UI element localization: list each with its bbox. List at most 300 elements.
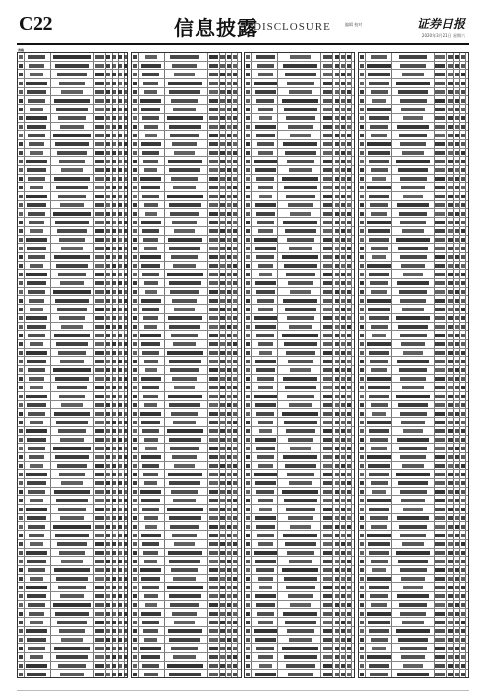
table-cell xyxy=(95,629,104,633)
table-cell xyxy=(371,290,387,294)
table-cell xyxy=(448,186,453,190)
table-cell xyxy=(143,238,158,242)
table-cell xyxy=(400,142,425,146)
table-cell xyxy=(255,325,275,329)
table-row xyxy=(359,62,469,71)
table-cell xyxy=(141,142,161,146)
table-cell xyxy=(227,395,231,399)
table-cell xyxy=(461,638,465,642)
table-cell xyxy=(112,490,116,494)
table-cell xyxy=(118,342,122,346)
table-cell xyxy=(403,195,423,199)
table-cell xyxy=(173,342,196,346)
table-cell xyxy=(323,534,332,538)
table-cell xyxy=(133,481,137,485)
table-cell xyxy=(143,160,158,164)
table-cell xyxy=(461,351,465,355)
table-cell xyxy=(227,551,231,555)
table-cell xyxy=(367,421,390,425)
table-row xyxy=(132,618,242,627)
table-cell xyxy=(403,508,423,512)
table-cell xyxy=(341,594,345,598)
table-cell xyxy=(19,73,23,77)
table-cell xyxy=(112,116,116,120)
table-cell xyxy=(341,647,345,651)
table-cell xyxy=(360,55,364,59)
table-cell xyxy=(106,238,110,242)
table-cell xyxy=(118,464,122,468)
table-cell xyxy=(19,429,23,433)
table-cell xyxy=(254,82,277,86)
table-cell xyxy=(455,73,459,77)
table-row xyxy=(132,349,242,358)
table-cell xyxy=(401,186,424,190)
table-row xyxy=(132,436,242,445)
table-cell xyxy=(246,151,250,155)
table-cell xyxy=(19,264,23,268)
table-cell xyxy=(233,429,237,433)
table-cell xyxy=(360,621,364,625)
table-cell xyxy=(60,203,84,207)
table-cell xyxy=(133,621,137,625)
table-cell xyxy=(255,403,275,407)
table-cell xyxy=(95,655,104,659)
table-cell xyxy=(341,238,345,242)
table-cell xyxy=(95,342,104,346)
table-cell xyxy=(30,229,43,233)
table-cell xyxy=(112,360,116,364)
table-cell xyxy=(220,412,225,416)
table-cell xyxy=(141,108,160,112)
table-cell xyxy=(124,664,128,668)
table-cell xyxy=(461,247,465,251)
table-cell xyxy=(118,395,122,399)
table-cell xyxy=(227,255,231,259)
table-column-1 xyxy=(17,52,128,678)
table-cell xyxy=(335,99,339,103)
table-cell xyxy=(30,621,43,625)
table-cell xyxy=(399,55,428,59)
table-cell xyxy=(323,621,332,625)
table-cell xyxy=(112,299,116,303)
table-cell xyxy=(258,229,272,233)
table-cell xyxy=(170,290,199,294)
table-cell xyxy=(233,90,237,94)
table-cell xyxy=(19,82,23,86)
table-row xyxy=(18,140,128,149)
table-cell xyxy=(335,647,339,651)
table-row xyxy=(132,279,242,288)
table-cell xyxy=(19,664,23,668)
table-cell xyxy=(171,177,198,181)
table-cell xyxy=(323,90,332,94)
table-cell xyxy=(233,299,237,303)
table-cell xyxy=(209,525,218,529)
table-cell xyxy=(227,116,231,120)
table-cell xyxy=(397,438,429,442)
table-cell xyxy=(133,186,137,190)
table-row xyxy=(245,462,355,471)
table-cell xyxy=(27,594,47,598)
table-cell xyxy=(399,134,428,138)
table-cell xyxy=(220,586,225,590)
table-row xyxy=(132,418,242,427)
table-cell xyxy=(19,655,23,659)
table-cell xyxy=(360,82,364,86)
table-cell xyxy=(323,490,332,494)
table-cell xyxy=(448,664,453,668)
table-cell xyxy=(133,516,137,520)
table-row xyxy=(359,514,469,523)
table-row xyxy=(132,653,242,662)
table-cell xyxy=(323,108,332,112)
table-cell xyxy=(118,499,122,503)
table-cell xyxy=(402,73,424,77)
table-cell xyxy=(347,229,351,233)
table-cell xyxy=(367,455,392,459)
table-cell xyxy=(106,334,110,338)
table-cell xyxy=(258,464,272,468)
table-cell xyxy=(209,334,218,338)
table-row xyxy=(245,201,355,210)
table-cell xyxy=(283,612,317,616)
table-row xyxy=(18,418,128,427)
table-row xyxy=(132,444,242,453)
table-cell xyxy=(347,568,351,572)
table-cell xyxy=(435,673,445,677)
table-cell xyxy=(370,360,388,364)
table-cell xyxy=(142,308,160,312)
table-cell xyxy=(19,273,23,277)
table-cell xyxy=(19,395,23,399)
table-cell xyxy=(370,594,388,598)
table-cell xyxy=(258,542,272,546)
table-cell xyxy=(341,508,345,512)
table-cell xyxy=(112,238,116,242)
table-row xyxy=(359,609,469,618)
table-cell xyxy=(167,429,203,433)
table-row xyxy=(132,62,242,71)
table-cell xyxy=(285,542,315,546)
table-cell xyxy=(54,177,90,181)
table-cell xyxy=(19,621,23,625)
table-cell xyxy=(258,655,274,659)
table-cell xyxy=(19,542,23,546)
table-row xyxy=(245,227,355,236)
table-cell xyxy=(118,438,122,442)
table-cell xyxy=(461,438,465,442)
table-row xyxy=(359,444,469,453)
table-cell xyxy=(220,438,225,442)
table-cell xyxy=(19,351,23,355)
table-cell xyxy=(227,186,231,190)
table-cell xyxy=(141,299,161,303)
table-cell xyxy=(435,594,445,598)
table-cell xyxy=(335,621,339,625)
table-cell xyxy=(323,212,332,216)
table-cell xyxy=(227,447,231,451)
table-cell xyxy=(323,229,332,233)
table-cell xyxy=(118,577,122,581)
table-cell xyxy=(220,195,225,199)
table-cell xyxy=(400,377,425,381)
table-cell xyxy=(255,594,277,598)
table-cell xyxy=(448,73,453,77)
table-row xyxy=(18,583,128,592)
table-cell xyxy=(461,308,465,312)
table-cell xyxy=(227,142,231,146)
table-cell xyxy=(112,125,116,129)
table-cell xyxy=(124,638,128,642)
table-cell xyxy=(133,221,137,225)
table-cell xyxy=(112,386,116,390)
table-cell xyxy=(220,168,225,172)
table-row xyxy=(18,183,128,192)
table-cell xyxy=(400,334,427,338)
table-cell xyxy=(209,377,218,381)
table-cell xyxy=(255,90,275,94)
table-cell xyxy=(246,90,250,94)
table-cell xyxy=(227,586,231,590)
table-cell xyxy=(170,447,199,451)
table-cell xyxy=(400,64,425,68)
table-row xyxy=(132,540,242,549)
table-cell xyxy=(19,499,23,503)
table-cell xyxy=(402,151,424,155)
table-cell xyxy=(118,560,122,564)
table-cell xyxy=(133,403,137,407)
table-row xyxy=(359,131,469,140)
table-cell xyxy=(341,577,345,581)
table-cell xyxy=(26,316,47,320)
table-cell xyxy=(209,621,218,625)
table-cell xyxy=(118,508,122,512)
table-cell xyxy=(53,134,91,138)
table-cell xyxy=(106,525,110,529)
table-cell xyxy=(347,560,351,564)
table-row xyxy=(359,557,469,566)
table-cell xyxy=(95,534,104,538)
table-cell xyxy=(284,655,316,659)
table-cell xyxy=(220,316,225,320)
table-cell xyxy=(246,568,250,572)
table-cell xyxy=(26,395,47,399)
table-cell xyxy=(323,673,332,677)
table-cell xyxy=(106,360,110,364)
table-cell xyxy=(145,525,157,529)
table-cell xyxy=(323,360,332,364)
table-row xyxy=(18,323,128,332)
table-row xyxy=(18,149,128,158)
table-cell xyxy=(112,142,116,146)
table-cell xyxy=(360,673,364,677)
table-cell xyxy=(246,134,250,138)
table-cell xyxy=(254,316,277,320)
table-cell xyxy=(341,386,345,390)
table-cell xyxy=(435,90,445,94)
table-cell xyxy=(144,594,158,598)
table-cell xyxy=(255,673,277,677)
table-cell xyxy=(95,281,104,285)
table-cell xyxy=(106,403,110,407)
table-cell xyxy=(400,299,425,303)
table-cell xyxy=(142,229,160,233)
table-cell xyxy=(246,281,250,285)
table-cell xyxy=(455,429,459,433)
table-cell xyxy=(233,386,237,390)
table-cell xyxy=(448,351,453,355)
table-cell xyxy=(209,647,218,651)
table-cell xyxy=(118,647,122,651)
table-cell xyxy=(106,255,110,259)
table-cell xyxy=(209,221,218,225)
table-cell xyxy=(118,621,122,625)
table-cell xyxy=(144,90,157,94)
table-cell xyxy=(106,490,110,494)
table-cell xyxy=(246,377,250,381)
table-cell xyxy=(118,377,122,381)
table-cell xyxy=(455,64,459,68)
table-cell xyxy=(95,638,104,642)
table-cell xyxy=(133,90,137,94)
table-cell xyxy=(118,516,122,520)
table-cell xyxy=(347,594,351,598)
table-cell xyxy=(461,447,465,451)
table-cell xyxy=(455,542,459,546)
table-cell xyxy=(367,534,392,538)
table-cell xyxy=(220,273,225,277)
table-cell xyxy=(233,603,237,607)
table-cell xyxy=(233,542,237,546)
table-cell xyxy=(227,281,231,285)
table-cell xyxy=(435,73,445,77)
table-cell xyxy=(112,377,116,381)
table-cell xyxy=(19,629,23,633)
table-cell xyxy=(285,151,315,155)
table-cell xyxy=(95,560,104,564)
table-cell xyxy=(59,160,85,164)
table-cell xyxy=(124,516,128,520)
table-cell xyxy=(233,116,237,120)
table-cell xyxy=(335,168,339,172)
table-cell xyxy=(461,412,465,416)
table-cell xyxy=(233,177,237,181)
table-cell xyxy=(341,308,345,312)
table-cell xyxy=(448,655,453,659)
table-cell xyxy=(435,664,445,668)
table-cell xyxy=(246,403,250,407)
table-cell xyxy=(461,551,465,555)
table-cell xyxy=(124,455,128,459)
table-cell xyxy=(448,629,453,633)
table-cell xyxy=(461,429,465,433)
table-cell xyxy=(118,316,122,320)
table-row xyxy=(18,618,128,627)
table-cell xyxy=(95,116,104,120)
table-cell xyxy=(335,177,339,181)
table-cell xyxy=(209,673,218,677)
table-cell xyxy=(118,212,122,216)
table-cell xyxy=(347,203,351,207)
table-cell xyxy=(30,73,43,77)
table-cell xyxy=(95,316,104,320)
table-cell xyxy=(141,612,161,616)
table-cell xyxy=(112,334,116,338)
table-cell xyxy=(323,655,332,659)
table-cell xyxy=(435,290,445,294)
table-row xyxy=(132,296,242,305)
table-cell xyxy=(282,490,318,494)
table-cell xyxy=(335,586,339,590)
table-cell xyxy=(124,142,128,146)
table-cell xyxy=(233,264,237,268)
table-row xyxy=(245,514,355,523)
table-cell xyxy=(19,325,23,329)
table-cell xyxy=(258,499,274,503)
table-cell xyxy=(435,481,445,485)
table-row xyxy=(132,123,242,132)
table-cell xyxy=(335,673,339,677)
table-cell xyxy=(259,351,272,355)
table-cell xyxy=(171,568,198,572)
table-cell xyxy=(448,603,453,607)
table-cell xyxy=(448,560,453,564)
table-cell xyxy=(448,334,453,338)
table-cell xyxy=(399,603,428,607)
table-cell xyxy=(95,177,104,181)
table-cell xyxy=(140,568,161,572)
table-cell xyxy=(112,508,116,512)
table-cell xyxy=(124,481,128,485)
table-cell xyxy=(95,82,104,86)
table-cell xyxy=(58,351,86,355)
table-cell xyxy=(233,568,237,572)
table-cell xyxy=(233,673,237,677)
table-row xyxy=(18,244,128,253)
table-cell xyxy=(335,638,339,642)
table-cell xyxy=(233,186,237,190)
table-cell xyxy=(27,168,45,172)
table-cell xyxy=(144,560,157,564)
table-cell xyxy=(335,255,339,259)
table-cell xyxy=(335,568,339,572)
table-cell xyxy=(95,55,104,59)
table-cell xyxy=(227,473,231,477)
table-cell xyxy=(95,447,104,451)
table-cell xyxy=(435,134,445,138)
table-cell xyxy=(246,55,250,59)
table-cell xyxy=(58,195,86,199)
table-row xyxy=(245,123,355,132)
table-cell xyxy=(435,186,445,190)
table-cell xyxy=(367,221,392,225)
table-cell xyxy=(360,342,364,346)
table-cell xyxy=(461,168,465,172)
table-row xyxy=(359,523,469,532)
table-row xyxy=(18,123,128,132)
table-cell xyxy=(448,151,453,155)
table-cell xyxy=(455,160,459,164)
table-cell xyxy=(95,195,104,199)
table-cell xyxy=(118,542,122,546)
table-cell xyxy=(246,229,250,233)
table-cell xyxy=(435,542,445,546)
table-cell xyxy=(220,473,225,477)
table-cell xyxy=(124,90,128,94)
table-cell xyxy=(209,168,218,172)
table-cell xyxy=(171,412,198,416)
table-cell xyxy=(233,125,237,129)
